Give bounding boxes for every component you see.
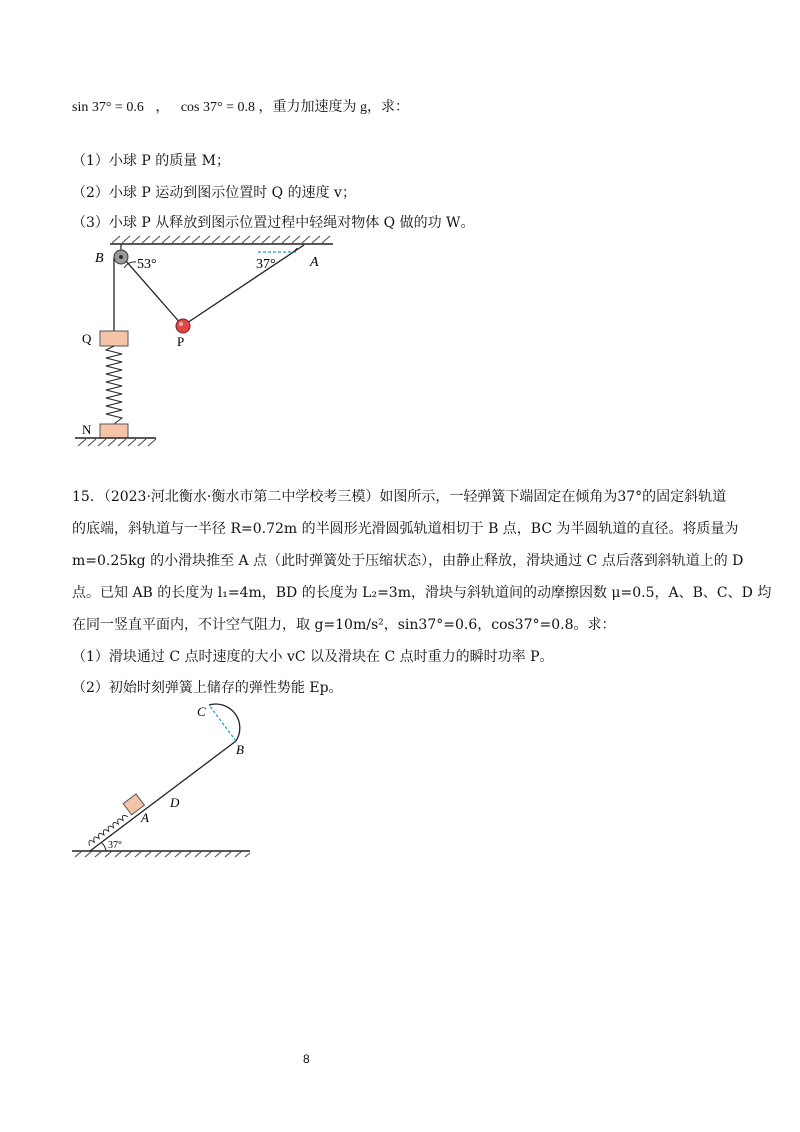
incline-track [90, 741, 236, 851]
angle-37: 37° [256, 257, 276, 272]
problem-15-line-1: 15．（2023·河北衡水·衡水市第二中学校考三模）如图所示，一轻弹簧下端固定在倾角为37°的固定斜轨道 [72, 489, 727, 505]
problem-15-line-4: 点。已知 AB 的长度为 l₁=4m，BD 的长度为 L₂=3m，滑块与斜轨道间的动摩擦因数 μ=0.5，A、B、C、D 均 [72, 585, 772, 601]
question-15-1: （1）滑块通过 C 点时速度的大小 vC 以及滑块在 C 点时重力的瞬时功率 P。 [72, 649, 554, 665]
problem-15-line-5: 在同一竖直平面内，不计空气阻力，取 g=10m/s²，sin37°=0.6，cos37°=0.8。求： [72, 617, 616, 633]
question-14-1: （1）小球 P 的质量 M； [72, 153, 231, 169]
separator: ， [155, 100, 170, 115]
label-p: P [177, 334, 185, 349]
sin-formula: sin 37° = 0.6 [72, 100, 144, 115]
label-b: B [95, 251, 104, 266]
label-a-2: A [141, 810, 149, 825]
label-n: N [82, 422, 92, 437]
label-d: D [170, 795, 180, 810]
question-14-2: （2）小球 P 运动到图示位置时 Q 的速度 v； [72, 185, 356, 201]
semicircle-arc [209, 704, 240, 741]
page-number: 8 [303, 1052, 310, 1066]
angle-37-2: 37° [108, 840, 122, 851]
problem-15-line-2: 的底端，斜轨道与一半径 R=0.72m 的半圆形光滑圆弧轨道相切于 B 点，BC 为半圆轨道的直径。将质量为 [72, 521, 739, 537]
problem-15-line-3: m=0.25kg 的小滑块推至 A 点（此时弹簧处于压缩状态），由静止释放，滑块通过 C 点后落到斜轨道上的 D [72, 553, 744, 569]
formula-tail: ，重力加速度为 g，求： [258, 100, 409, 115]
angle-53: 53° [137, 257, 157, 272]
question-15-2: （2）初始时刻弹簧上储存的弹性势能 Ep。 [72, 680, 343, 696]
question-14-3: （3）小球 P 从释放到图示位置过程中轻绳对物体 Q 做的功 W。 [72, 215, 475, 231]
label-a: A [310, 255, 319, 270]
cos-formula: cos 37° = 0.8 [180, 100, 255, 115]
label-b-2: B [236, 742, 244, 757]
label-q: Q [82, 331, 92, 346]
label-c: C [197, 704, 206, 719]
